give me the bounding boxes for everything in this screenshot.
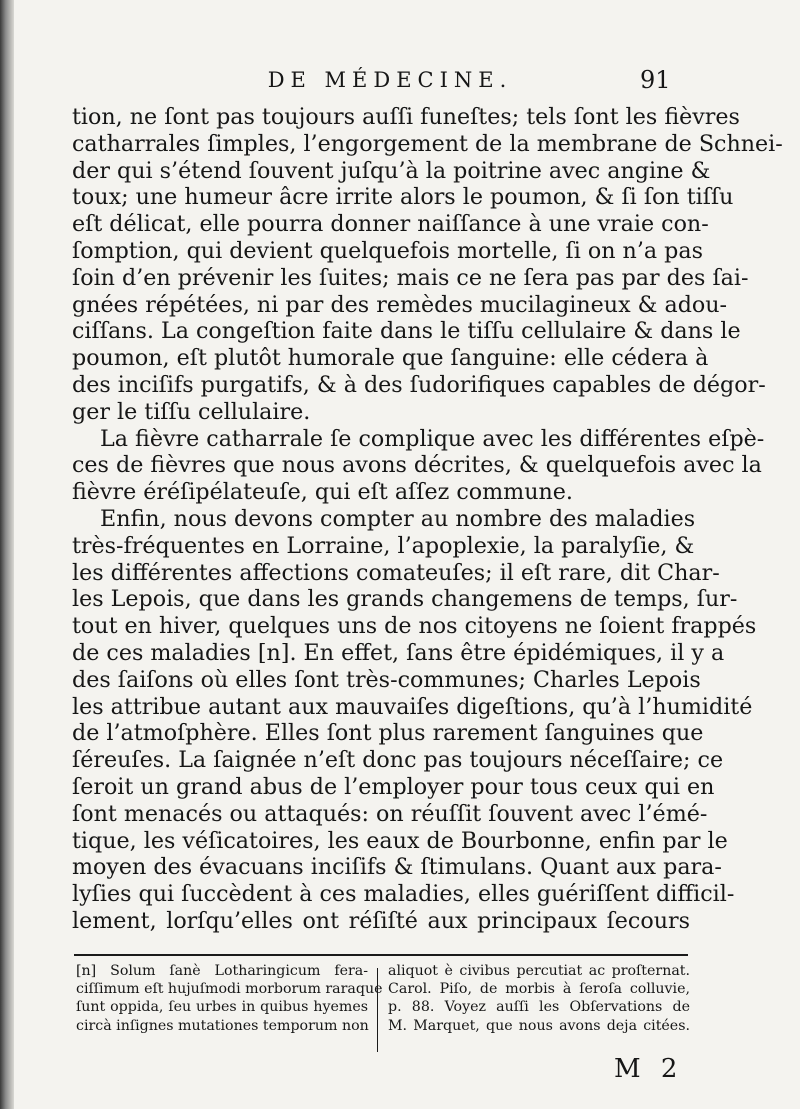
body-text <box>72 104 783 935</box>
footnote-line: circà inſignes mutationes temporum non <box>76 1017 369 1034</box>
footnote-line: [n] Solum ſanè Lotharingicum fera- <box>76 963 368 979</box>
body-line: ces de fièvres que nous avons décrites, & quelquefois avec la <box>72 452 762 479</box>
body-line: très-fréquentes en Lorraine, l’apoplexie, la paralyſie, & <box>72 532 695 559</box>
body-line: ſomption, qui devient quelquefois mortelle, ſi on n’a pas <box>72 237 704 264</box>
body-line: toux; une humeur âcre irrite alors le poumon, & ſi ſon tiſſu <box>72 184 734 211</box>
body-line: moyen des évacuans inciſifs & ſtimulans. Quant aux para- <box>72 854 722 881</box>
footnote-column-divider <box>377 968 378 1052</box>
body-line: catharrales ſimples, l’engorgement de la membrane de Schnei- <box>72 130 783 157</box>
body-line: de ces maladies [n]. En effet, ſans être épidémiques, il y a <box>72 639 725 666</box>
page-number: 91 <box>640 66 671 94</box>
body-line: ſeroit un grand abus de l’employer pour tous ceux qui en <box>72 773 715 800</box>
body-line: les différentes affections comateuſes; il eſt rare, dit Char- <box>72 559 720 586</box>
footnote-left-column <box>76 962 383 1035</box>
footnote-rule <box>74 954 688 956</box>
body-line: lyſies qui ſuccèdent à ces maladies, elles guériſſent difficil- <box>72 881 735 908</box>
body-line: poumon, eſt plutôt humorale que ſanguine: elle cédera à <box>72 345 709 372</box>
body-line: ſont menacés ou attaqués: on réuſſit ſouvent avec l’émé- <box>72 800 708 827</box>
footnote-right-column <box>388 962 690 1035</box>
running-title: DE MÉDECINE. <box>267 68 513 92</box>
body-line: Enfin, nous devons compter au nombre des maladies <box>100 505 696 532</box>
footnote-line: Carol. Piſo, de morbis à ſeroſa colluvie, <box>388 981 690 998</box>
body-line: ger le tiſſu cellulaire. <box>72 398 311 425</box>
footnote-line: ciſſimum eſt hujuſmodi morborum raraque <box>76 981 383 998</box>
book-spine-shadow <box>0 0 14 1109</box>
body-line: des inciſifs purgatifs, & à des ſudorifiques capables de dégor- <box>72 371 766 398</box>
signature-mark: M 2 <box>614 1054 684 1084</box>
body-line: gnées répétées, ni par des remèdes mucilagineux & adou- <box>72 291 728 318</box>
footnote-line: aliquot è civibus percutiat ac proſternat. <box>388 963 690 979</box>
body-line: eſt délicat, elle pourra donner naiſſance à une vraie con- <box>72 211 709 238</box>
footnote-line: ſunt oppida, ſeu urbes in quibus hyemes <box>76 999 368 1016</box>
body-line: les Lepois, que dans les grands changemens de temps, ſur- <box>72 586 738 613</box>
body-line: ciſſans. La congeſtion faite dans le tiſſu cellulaire & dans le <box>72 318 741 345</box>
footnote-line: p. 88. Voyez auſſi les Obſervations de <box>388 999 690 1016</box>
body-line: de l’atmoſphère. Elles ſont plus rarement ſanguines que <box>72 720 704 747</box>
body-line: lement, lorſqu’elles ont réſiſté aux principaux ſecours <box>72 907 690 934</box>
footnote-line: M. Marquet, que nous avons deja citées. <box>388 1017 690 1034</box>
body-line: des ſaiſons où elles ſont très-communes; Charles Lepois <box>72 666 701 693</box>
body-line: ſéreuſes. La ſaignée n’eſt donc pas toujours néceſſaire; ce <box>72 747 724 774</box>
body-line: der qui s’étend ſouvent juſqu’à la poitrine avec angine & <box>72 157 711 184</box>
body-line: ſoin d’en prévenir les ſuites; mais ce ne ſera pas par des ſai- <box>72 264 749 291</box>
body-line: les attribue autant aux mauvaiſes digeſtions, qu’à l’humidité <box>72 693 753 720</box>
body-line: tion, ne ſont pas toujours auſſi funeſtes; tels ſont les fièvres <box>72 104 740 130</box>
body-line: fièvre éréſipélateuſe, qui eſt aſſez commune. <box>72 479 573 506</box>
body-line: La fièvre catharrale ſe complique avec les différentes eſpè- <box>100 425 765 452</box>
body-line: tout en hiver, quelques uns de nos citoyens ne ſoient frappés <box>72 613 757 640</box>
body-line: tique, les véſicatoires, les eaux de Bourbonne, enfin par le <box>72 827 728 854</box>
